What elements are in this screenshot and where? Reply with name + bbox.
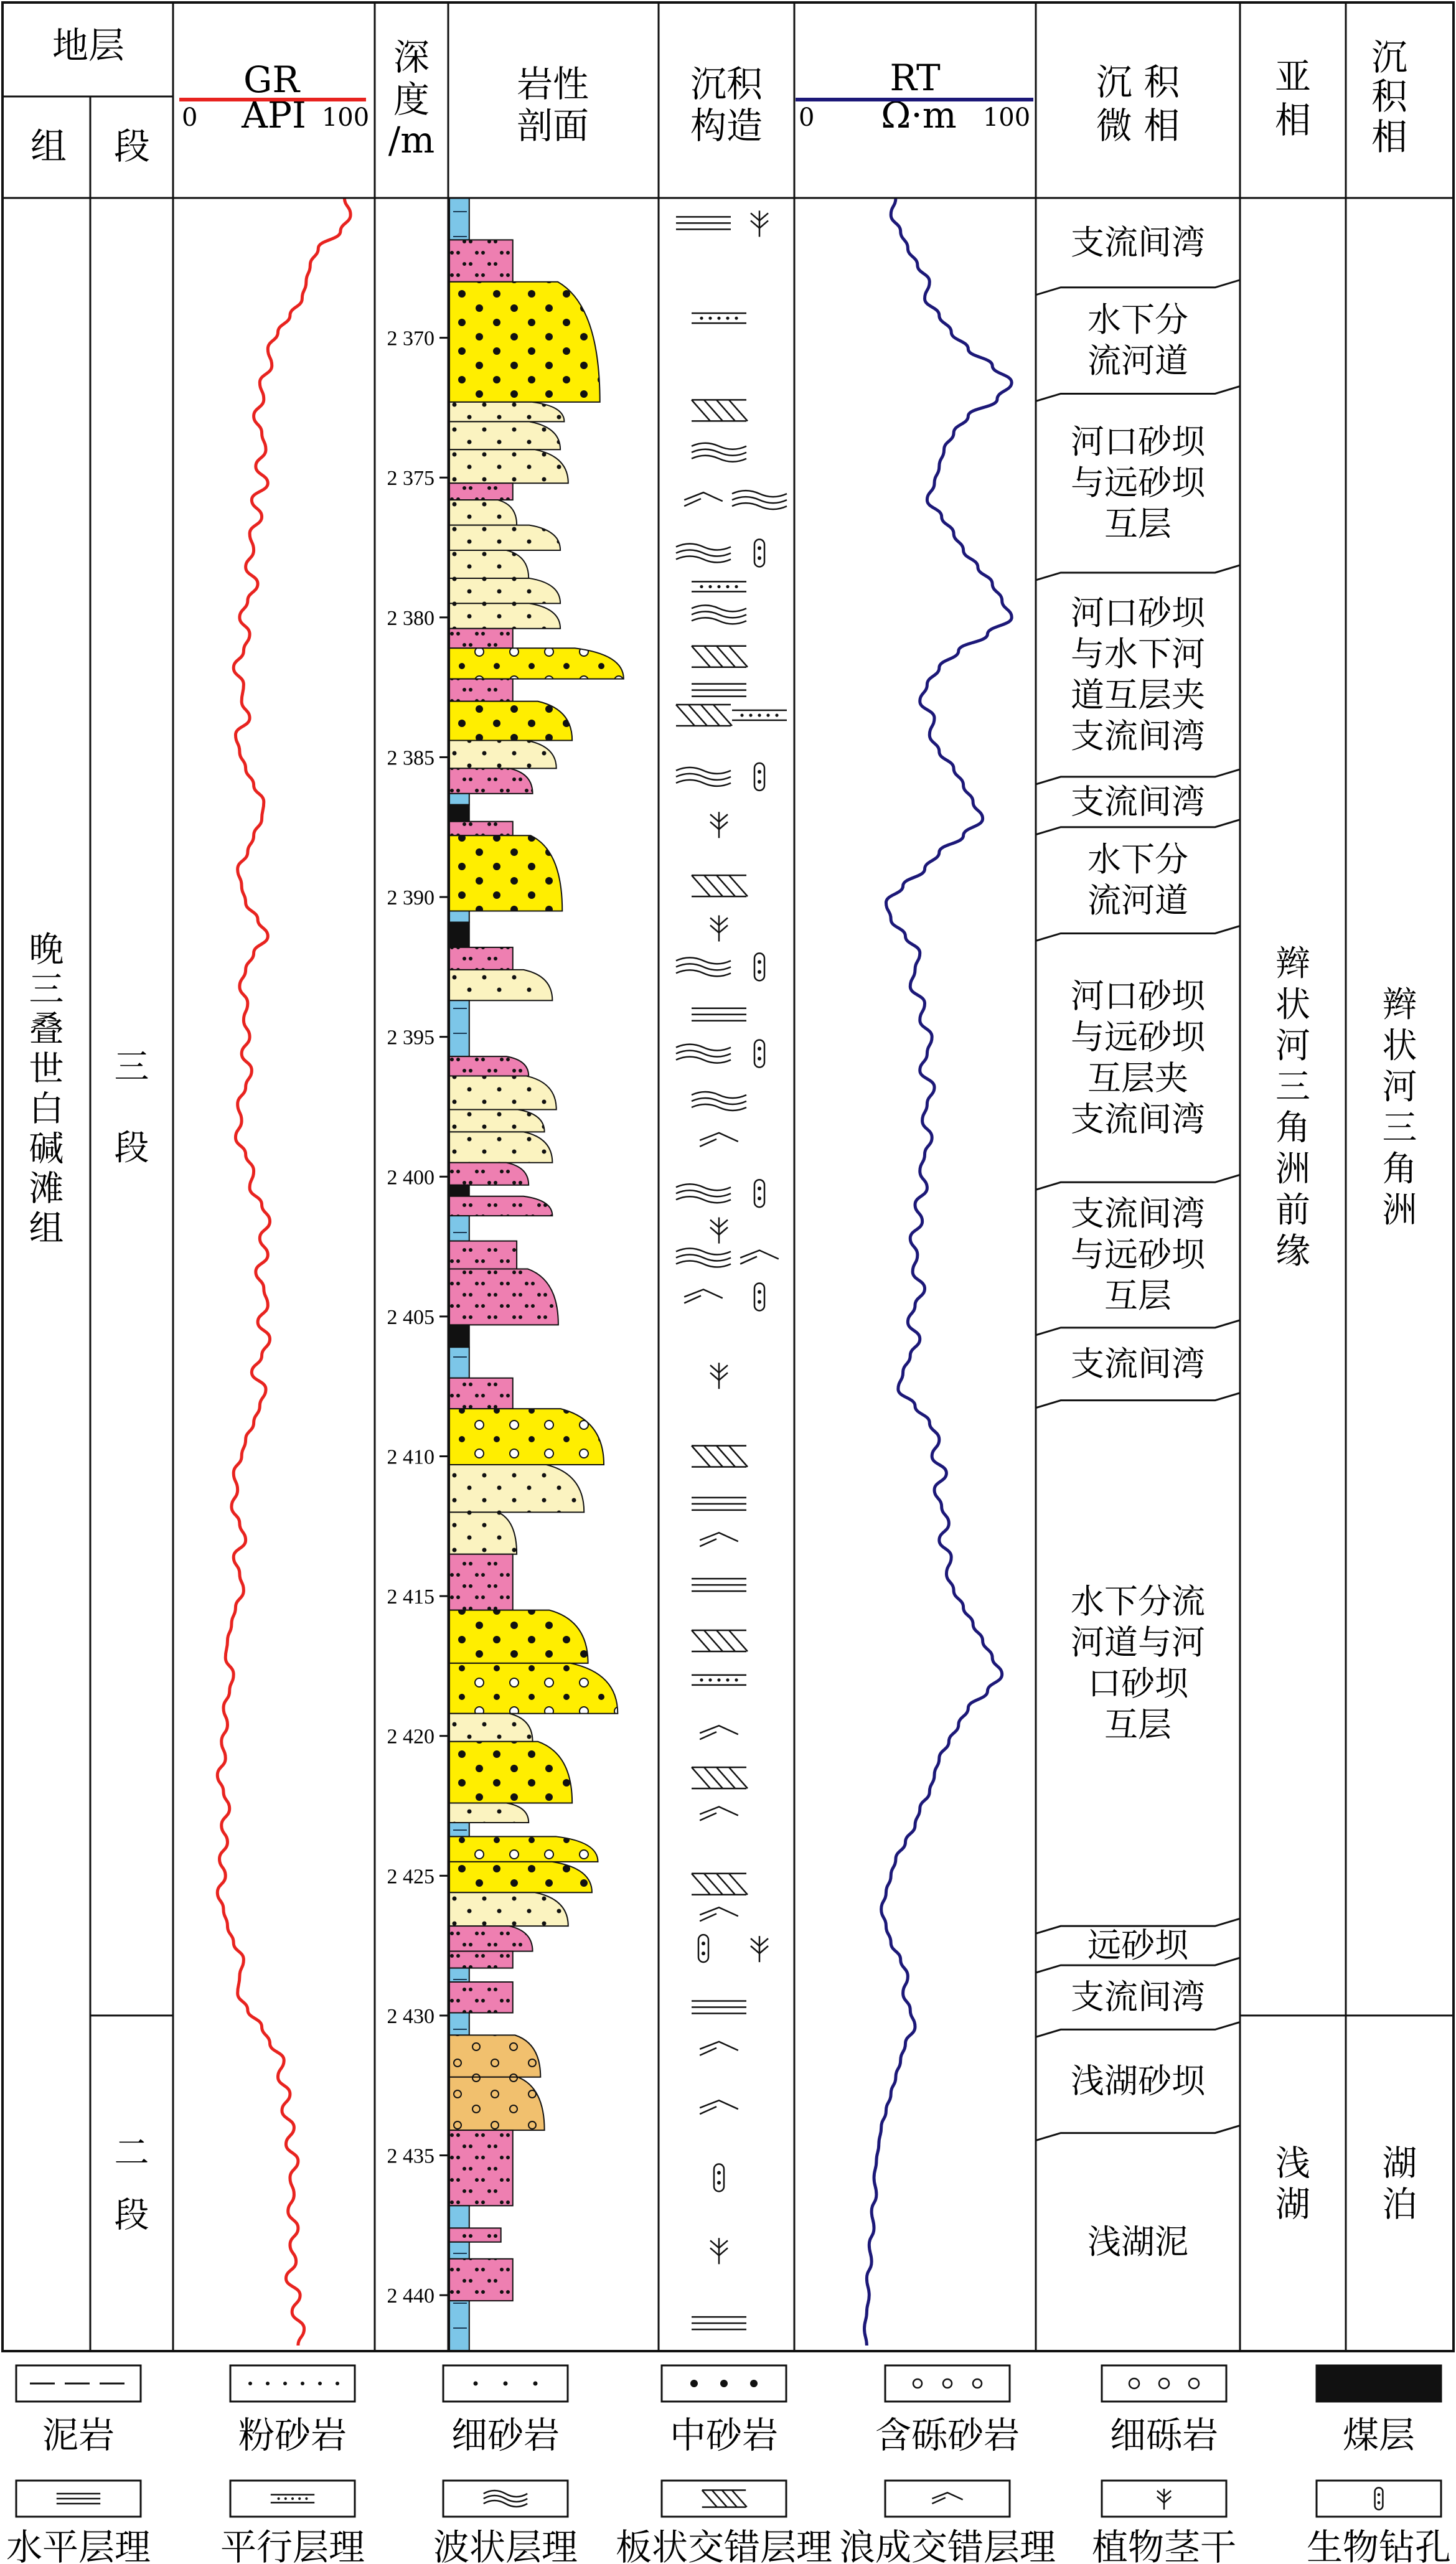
microfacies-label: 浅湖泥 [1087,2222,1188,2261]
legend-label: 含砾砂岩 [875,2414,1020,2456]
legend [6,2365,1451,2564]
lithology-bed [449,1000,469,1056]
microfacies-label: 互层 [1104,1704,1172,1744]
formation-name-char: 白 [29,1089,64,1130]
legend-label: 粉砂岩 [238,2414,347,2456]
structure-bioturbation-icon [754,953,764,980]
legend-item-plant-stem [1092,2481,1236,2564]
microfacies-boundary [1036,1320,1240,1335]
microfacies-label: 远砂坝 [1087,1925,1188,1965]
structure-wavy-bedding-icon [676,1045,731,1063]
formation-name-char: 三 [29,969,64,1010]
legend-mark [533,2382,538,2386]
microfacies-label: 与远砂坝 [1071,1017,1205,1057]
header-subfacies-2: 相 [1274,99,1312,141]
legend-label: 植物茎干 [1091,2526,1237,2564]
facies-char: 三 [1382,1107,1417,1148]
depth-tick-label: 2 380 [387,606,434,630]
facies-char: 泊 [1382,2184,1417,2225]
header-microfacies-1: 沉 积 [1096,61,1180,103]
lithology-bed [449,500,517,525]
lithology-bed [449,525,560,550]
lithology-bed [449,794,469,805]
legend-label: 生物钻孔 [1306,2526,1452,2564]
microfacies-column [1036,223,1240,2261]
lithology-bed [449,1803,528,1823]
microfacies-label: 支流间湾 [1071,222,1205,262]
lithology-bed [449,970,552,1000]
structure-plant-stem-icon [710,1218,728,1244]
structure-parallel-bedding-icon [692,1675,746,1685]
lithology-bed [449,240,513,281]
depth-tick-label: 2 375 [387,467,434,491]
legend-item-medium-sandstone [662,2365,786,2456]
legend-label: 细砂岩 [451,2414,560,2456]
structure-wavy-bedding-icon [692,443,746,462]
microfacies-label: 支流间湾 [1071,1977,1205,2017]
subfacies-char: 缘 [1275,1231,1310,1272]
header-facies-2: 积 [1371,75,1408,118]
structure-plant-stem-icon [710,812,728,838]
subfacies-char: 洲 [1275,1148,1310,1190]
lithology-bed [449,922,469,947]
legend-label: 平行层理 [220,2526,365,2564]
legend-item-tabular-cross-bedding [616,2481,832,2564]
structure-wave-ripple-cross-bedding-icon [700,1907,738,1921]
structure-tabular-cross-bedding-icon [692,1874,748,1895]
lithology-bed [449,578,560,603]
header-subfacies-1: 亚 [1274,55,1312,98]
lithology-bed [449,1216,469,1241]
structure-horizontal-bedding-icon [692,2001,746,2013]
header-gr-unit: API [242,94,306,136]
subfacies-char: 河 [1275,1025,1310,1066]
structure-bioturbation-icon [698,1935,708,1962]
facies-char: 洲 [1382,1190,1417,1231]
legend-mark [943,2379,952,2388]
structure-wave-ripple-cross-bedding-icon [700,1726,738,1739]
lithology-bed [449,1823,469,1836]
lithology-bed [449,1241,517,1269]
structure-bioturbation-icon [754,540,764,567]
legend-item-siltstone [230,2365,355,2456]
microfacies-boundary [1036,2126,1240,2141]
legend-mark [318,2382,322,2385]
rt-curve-track [865,198,1012,2346]
header [31,24,1409,167]
subfacies-char: 前 [1275,1190,1310,1231]
facies-char: 湖 [1382,2143,1417,2184]
formation-name-char: 组 [29,1208,64,1249]
structure-horizontal-bedding-icon [692,2317,746,2329]
structure-wave-ripple-cross-bedding-icon [684,492,723,506]
structure-wavy-bedding-icon [692,1092,746,1111]
lithology-bed [449,1742,572,1803]
depth-tick-label: 2 385 [387,746,434,770]
legend-item-fine-conglomerate [1102,2365,1226,2456]
header-depth-1: 深 [393,36,430,78]
lithology-bed [449,402,564,421]
legend-mark [973,2379,982,2388]
lithology-bed [449,1951,513,1968]
lithology-bed [449,1926,533,1951]
lithology-bed [449,835,562,911]
legend-item-wave-ripple-cross-bedding [839,2481,1056,2564]
legend-label: 中砂岩 [669,2414,779,2456]
lithology-bed [449,282,600,402]
structure-wavy-bedding-icon [676,1184,731,1203]
header-depth-3: /m [388,119,435,161]
structure-bioturbation-icon [754,763,764,791]
formation-name-char: 晚 [29,929,64,970]
microfacies-label: 水下分 [1087,300,1188,340]
legend-mark [913,2379,922,2388]
lithology-bed [449,603,560,628]
microfacies-label: 支流间湾 [1071,1194,1205,1234]
lithology-bed [449,1132,552,1162]
subfacies-char: 辫 [1275,943,1310,984]
header-rt-min: 0 [799,103,815,132]
lithology-bed [449,2205,469,2228]
depth-tick-label: 2 415 [387,1585,434,1609]
header-rt-title: RT [890,57,941,99]
lithology-bed [449,2301,469,2351]
lithology-bed [449,2130,513,2205]
microfacies-boundary [1036,2022,1240,2037]
rt-curve [865,198,1012,2346]
microfacies-label: 河口砂坝 [1071,422,1205,462]
lithology-bed [449,740,557,768]
depth-tick-label: 2 440 [387,2285,434,2308]
depth-tick-label: 2 370 [387,327,434,350]
lithology-bed [449,1269,558,1325]
lithology-bed [449,1325,469,1347]
microfacies-label: 互层夹 [1087,1058,1188,1098]
legend-label: 泥岩 [42,2414,115,2456]
facies-char: 状 [1382,1025,1417,1066]
microfacies-label: 河口砂坝 [1071,593,1205,632]
legend-swatch [1317,2365,1441,2402]
lithology-bed [449,550,528,578]
lithology-bed [449,1109,545,1132]
structure-wavy-bedding-icon [732,491,787,509]
header-rt-max: 100 [982,103,1031,132]
structure-wavy-bedding-icon [676,544,731,563]
structure-bioturbation-icon [754,1180,764,1207]
depth-tick-label: 2 430 [387,2004,434,2028]
gr-curve-track [217,198,350,2346]
depth-tick-label: 2 435 [387,2144,434,2168]
lithology-bed [449,1163,528,1185]
microfacies-label: 支流间湾 [1071,1344,1205,1384]
structure-wave-ripple-cross-bedding-icon [700,1133,738,1147]
structure-parallel-bedding-icon [732,710,787,720]
formation-name-char: 碱 [29,1129,64,1170]
structure-wave-ripple-cross-bedding-icon [700,2100,738,2114]
structure-plant-stem-icon [710,1363,728,1389]
subfacies-char: 湖 [1275,2184,1310,2225]
legend-item-mudstone [16,2365,141,2456]
microfacies-label: 河口砂坝 [1071,976,1205,1016]
legend-swatch [662,2481,786,2517]
structure-plant-stem-icon [751,210,768,237]
structure-horizontal-bedding-icon [676,217,731,229]
microfacies-boundary [1036,1393,1240,1408]
lithology-bed [449,805,469,822]
header-facies-1: 沉 [1371,36,1408,78]
legend-item-fine-sandstone [443,2365,568,2456]
header-lithology-2: 剖面 [516,105,589,147]
member-label-char: 段 [114,2195,149,2236]
header-facies-3: 相 [1371,116,1408,158]
legend-label: 水平层理 [6,2526,151,2564]
lithology-bed [449,1862,592,1892]
lithology-bed [449,648,624,679]
microfacies-label: 支流间湾 [1071,716,1205,756]
lithology-bed [449,1185,469,1196]
legend-label: 煤层 [1342,2414,1416,2456]
microfacies-label: 互层 [1104,504,1172,544]
depth-tick-label: 2 395 [387,1026,434,1050]
subfacies-column [1240,944,1346,2225]
microfacies-boundary [1036,386,1240,401]
lithology-bed [449,198,469,240]
legend-item-bioturbation [1307,2481,1451,2564]
header-depth-2: 度 [393,78,430,121]
depth-tick-label: 2 410 [387,1445,434,1469]
lithology-bed [449,1378,513,1409]
legend-item-horizontal-bedding [6,2481,151,2564]
legend-item-wavy-bedding [433,2481,578,2564]
lithology-bed [449,2035,540,2077]
structure-tabular-cross-bedding-icon [692,1445,748,1467]
lithology-column [449,198,624,2351]
legend-mark [474,2382,478,2386]
microfacies-label: 支流间湾 [1071,1099,1205,1139]
formation-name-char: 世 [29,1049,64,1090]
microfacies-label: 互层 [1104,1276,1172,1316]
subfacies-char: 三 [1275,1066,1310,1107]
lithology-bed [449,768,533,793]
legend-mark [1129,2379,1139,2388]
depth-tick-label: 2 400 [387,1166,434,1190]
structure-tabular-cross-bedding-icon [692,875,748,896]
microfacies-label: 水下分流 [1071,1581,1205,1621]
lithology-bed [449,1196,552,1216]
member-label-char: 三 [114,1046,149,1087]
member-label-char: 段 [114,1127,149,1168]
depth-tick-label: 2 390 [387,886,434,910]
legend-mark [336,2382,339,2385]
structure-wavy-bedding-icon [692,605,746,624]
legend-mark [248,2382,252,2385]
lithology-bed [449,2242,469,2259]
lithology-bed [449,1714,533,1742]
lithology-bed [449,947,513,970]
structure-tabular-cross-bedding-icon [676,705,732,726]
legend-mark [720,2380,728,2387]
microfacies-boundary [1036,1175,1240,1190]
structure-parallel-bedding-icon [692,313,746,323]
header-lithology-1: 岩性 [516,63,589,105]
structure-plant-stem-icon [751,1936,768,1962]
lithology-bed [449,1056,528,1076]
microfacies-label: 河道与河 [1071,1622,1205,1662]
lithology-bed [449,2228,501,2242]
lithology-bed [449,2259,513,2301]
header-gr-min: 0 [182,103,198,132]
legend-label: 波状层理 [433,2526,578,2564]
header-rt-unit: Ω·m [881,94,957,136]
member-label-char: 二 [114,2133,149,2174]
legend-item-pebbly-sandstone [875,2365,1020,2456]
structure-bioturbation-icon [754,1283,764,1310]
legend-mark [283,2382,287,2385]
microfacies-boundary [1036,565,1240,580]
structure-tabular-cross-bedding-icon [692,1767,748,1788]
sedimentary-structure-column [676,210,787,2329]
structure-horizontal-bedding-icon [692,1498,746,1510]
structure-wave-ripple-cross-bedding-icon [700,1533,738,1546]
lithology-bed [449,1610,588,1663]
microfacies-label: 流河道 [1087,341,1188,381]
subfacies-char: 角 [1275,1107,1310,1148]
lithology-bed [449,679,513,702]
microfacies-label: 口砂坝 [1087,1663,1188,1703]
facies-char: 河 [1382,1066,1417,1107]
legend-mark [690,2380,698,2387]
lithology-bed [449,1982,513,2012]
facies-column [1346,985,1454,2225]
lithology-bed [449,1076,557,1110]
structure-wavy-bedding-icon [676,1249,731,1267]
microfacies-label: 与远砂坝 [1071,463,1205,503]
structure-wave-ripple-cross-bedding-icon [740,1251,779,1264]
formation-name-char: 滩 [29,1168,64,1209]
microfacies-label: 支流间湾 [1071,782,1205,822]
header-structure-1: 沉积 [690,63,763,105]
legend-label: 浪成交错层理 [838,2526,1056,2564]
structure-tabular-cross-bedding-icon [692,646,748,667]
structure-tabular-cross-bedding-icon [692,1630,748,1651]
structure-wavy-bedding-icon [676,768,731,786]
microfacies-label: 与远砂坝 [1071,1235,1205,1275]
legend-mark [301,2382,304,2385]
structure-wave-ripple-cross-bedding-icon [700,2042,738,2055]
structure-bioturbation-icon [714,2164,724,2191]
header-formation: 组 [30,125,67,167]
structure-parallel-bedding-icon [692,581,746,591]
structure-tabular-cross-bedding-icon [692,400,748,421]
lithology-bed [449,822,513,835]
microfacies-label: 浅湖砂坝 [1071,2061,1205,2101]
facies-char: 辫 [1382,984,1417,1025]
header-structure-2: 构造 [690,105,763,147]
facies-char: 角 [1382,1148,1417,1190]
lithology-bed [449,1512,517,1554]
legend-label: 细砾岩 [1109,2414,1219,2456]
lithology-bed [449,421,560,449]
lithology-bed [449,1663,618,1714]
structure-wave-ripple-cross-bedding-icon [700,1806,738,1820]
legend-item-parallel-bedding [220,2481,365,2564]
header-microfacies-2: 微 相 [1096,105,1180,147]
structure-wavy-bedding-icon [676,957,731,976]
structure-horizontal-bedding-icon [692,684,746,697]
legend-item-coal [1317,2365,1441,2456]
microfacies-boundary [1036,926,1240,941]
microfacies-boundary [1036,820,1240,835]
header-gr-title: GR [243,59,300,101]
depth-axis [387,327,449,2308]
lithology-bed [449,911,469,923]
lithology-bed [449,1836,598,1861]
microfacies-label: 水下分 [1087,840,1188,880]
subfacies-char: 状 [1275,984,1310,1025]
structure-plant-stem-icon [710,2238,728,2264]
lithology-bed [449,702,572,741]
lithology-bed [449,449,568,483]
legend-mark [266,2382,270,2385]
lithology-bed [449,2077,545,2130]
structure-plant-stem-icon [710,915,728,941]
lithology-bed [449,1554,513,1610]
depth-tick-label: 2 420 [387,1725,434,1749]
header-member: 段 [113,125,151,167]
structure-horizontal-bedding-icon [692,1579,746,1591]
lithology-bed [449,1892,568,1926]
legend-mark [504,2382,508,2386]
member-column [115,1047,149,2236]
lithology-bed [449,1968,469,1982]
microfacies-label: 与水下河 [1071,634,1205,674]
microfacies-label: 道互层夹 [1071,675,1205,715]
lithology-bed [449,1465,584,1512]
lithology-bed [449,483,513,500]
legend-label: 板状交错层理 [615,2526,833,2564]
formation-column [29,929,64,1249]
legend-swatch [885,2481,1010,2517]
structure-bioturbation-icon [754,1040,764,1068]
header-gr-max: 100 [321,103,370,132]
microfacies-boundary [1036,280,1240,295]
legend-swatch [1317,2481,1441,2517]
lithology-bed [449,629,513,648]
structure-horizontal-bedding-icon [692,1008,746,1021]
legend-mark [1159,2379,1169,2388]
header-strata: 地层 [52,24,125,67]
depth-tick-label: 2 405 [387,1305,434,1329]
lithology-bed [449,2012,469,2035]
formation-name-char: 叠 [29,1009,64,1050]
legend-mark [1189,2379,1199,2388]
gr-curve [217,198,350,2346]
structure-wave-ripple-cross-bedding-icon [684,1289,723,1303]
subfacies-char: 浅 [1275,2143,1310,2184]
lithology-bed [449,1347,469,1378]
microfacies-label: 流河道 [1087,881,1188,921]
depth-tick-label: 2 425 [387,1865,434,1889]
legend-mark [750,2380,758,2387]
lithology-bed [449,1409,604,1465]
